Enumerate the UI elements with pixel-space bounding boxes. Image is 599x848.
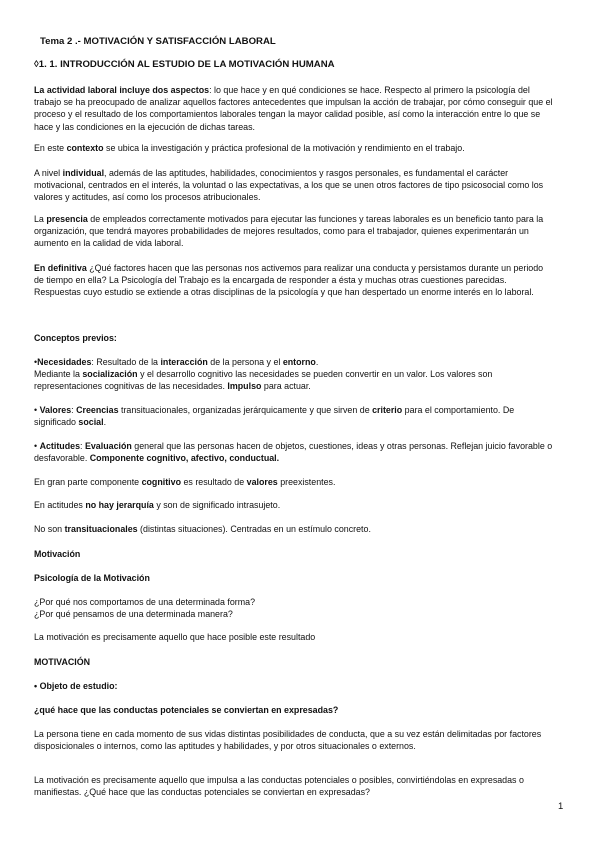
body-text: ¿Qué factores hacen que las personas nos activemos para realizar una conducta y persistamos durante un periodo de tiempo en ella? La Psicología del Trabajo es la encargada de responder a ésta y muchas otras cuestiones parecidas. xyxy=(34,263,544,286)
motivacion-heading: Motivación xyxy=(34,549,81,559)
bold-text: Creencias xyxy=(76,405,119,415)
body-text: general que las personas hacen de objetos, cuestiones, ideas y otras personas. Reflejan juicio favorable o desfavorable. xyxy=(34,441,553,464)
bold-text: Valores xyxy=(39,405,72,415)
body-text: En actitudes xyxy=(34,500,86,510)
conceptos-previos-heading: Conceptos previos: xyxy=(34,333,117,343)
paragraph-contexto xyxy=(34,142,554,154)
body-text: . xyxy=(315,357,319,367)
bold-text: entorno xyxy=(282,357,316,367)
bold-text: interacción xyxy=(160,357,208,367)
body-text: , además de las aptitudes, habilidades, conocimientos y rasgos personales, es fundamental el carácter motivacional, centrados en el interés, la voluntad o las expectativas, a los que se unen otros factores de tipo psicosocial como los valores y actitudes, así como los procesos atribucionales. xyxy=(34,168,544,203)
bold-text: valores xyxy=(246,477,278,487)
body-text: (distintas situaciones). Centradas en un estímulo concreto. xyxy=(137,524,371,534)
bold-text: Evaluación xyxy=(84,441,132,451)
body-text: Respuestas cuyo estudio se extiende a otras disciplinas de la psicología y que han despertado un enorme interés en lo laboral. xyxy=(34,287,534,298)
section-heading: ◊1. 1. INTRODUCCIÓN AL ESTUDIO DE LA MOTIVACIÓN HUMANA xyxy=(34,59,335,70)
body-text: de empleados correctamente motivados para ejecutar las funciones y tareas laborales es un beneficio tanto para la organización, que tendrá mayores probabilidades de mejores resultados, como para el trabajador, quienes experimentarán un aumento en la calidad de vida laboral. xyxy=(34,214,544,249)
paragraph-jerarquia xyxy=(34,499,554,511)
body-text: : lo que hace y en qué condiciones se hace. Respecto al primero la psicología del trabajo se ha preocupado de analizar aquellos factores antecedentes que impulsan la acción de trabajar, por cómo conseguir que el proceso y el resultado de los comportamientos laborales tengan la mayor calidad posible, así como la interacción entre lo que se hace y las condiciones en la ejecución de dichas tareas. xyxy=(34,85,553,132)
body-text: A nivel xyxy=(34,168,63,178)
body-text: para actuar. xyxy=(261,381,311,392)
valores-item xyxy=(34,404,554,428)
bullet: • xyxy=(34,441,40,451)
bold-text: transituacionales xyxy=(64,524,138,534)
question-line: ¿Por qué pensamos de una determinada manera? xyxy=(34,609,233,620)
paragraph-actividad-laboral xyxy=(34,84,554,133)
body-text: y son de significado intrasujeto. xyxy=(153,500,281,510)
paragraph-motivacion-impulsa: La motivación es precisamente aquello que impulsa a las conductas potenciales o posibles, convirtiéndolas en expresadas o manifiestas. ¿Qué hace que las conductas potenciales se conviertan en expresadas? xyxy=(34,775,524,798)
paragraph-presencia xyxy=(34,213,554,250)
bold-text: Actitudes xyxy=(39,441,81,451)
actitudes-item xyxy=(34,440,554,464)
body-text: : xyxy=(71,405,77,415)
body-text: En este xyxy=(34,143,67,153)
bold-text: socialización xyxy=(82,369,138,380)
body-text: y el desarrollo cognitivo las necesidades se pueden convertir en un valor. Los valores son representaciones cognitivas de las necesidades. xyxy=(34,369,493,392)
body-text: de la persona y el xyxy=(207,357,283,367)
document-title: Tema 2 .- MOTIVACIÓN Y SATISFACCIÓN LABORAL xyxy=(40,36,276,47)
body-text: es resultado de xyxy=(181,477,247,487)
paragraph-individual xyxy=(34,167,554,204)
paragraph-motivacion-resultado: La motivación es precisamente aquello que hace posible este resultado xyxy=(34,632,316,642)
bold-text: criterio xyxy=(372,405,403,415)
bold-text: contexto xyxy=(66,143,104,153)
body-text: En gran parte componente xyxy=(34,477,142,487)
question-bold-heading: ¿qué hace que las conductas potenciales se conviertan en expresadas? xyxy=(34,705,339,715)
bullet: • xyxy=(34,405,40,415)
bold-text: social xyxy=(78,417,104,428)
paragraph-cognitivo xyxy=(34,476,554,488)
bold-text: individual xyxy=(62,168,105,178)
bold-text: cognitivo xyxy=(141,477,182,487)
body-text: transituacionales, organizadas jerárquicamente y que sirven de xyxy=(118,405,373,415)
body-text: Mediante la xyxy=(34,369,83,380)
bold-text: Componente cognitivo, afectivo, conductual. xyxy=(89,453,280,464)
body-text: . xyxy=(103,417,107,428)
motivacion-upper-heading: MOTIVACIÓN xyxy=(34,657,91,667)
bold-text: Impulso xyxy=(227,381,262,392)
bold-text: no hay jerarquía xyxy=(85,500,154,510)
body-text: preexistentes. xyxy=(277,477,336,487)
body-text: : xyxy=(80,441,85,451)
body-text: para el comportamiento. De significado xyxy=(34,405,515,428)
body-text: : Resultado de la xyxy=(91,357,161,367)
paragraph-en-definitiva xyxy=(34,262,554,299)
bold-text: En definitiva xyxy=(34,263,87,273)
page-number: 1 xyxy=(558,801,564,812)
bullet: • xyxy=(34,357,38,367)
bold-text: Necesidades xyxy=(37,357,92,367)
paragraph-transituacionales xyxy=(34,523,554,535)
paragraph-persona: La persona tiene en cada momento de sus vidas distintas posibilidades de conducta, que a su vez están delimitadas por factores disposicionales o internos, como las aptitudes y habilidades, y por otros situacionales o externos. xyxy=(34,729,542,752)
objeto-estudio-heading: • Objeto de estudio: xyxy=(34,681,118,691)
bold-text: presencia xyxy=(46,214,88,224)
bold-text: La actividad laboral incluye dos aspectos xyxy=(34,85,210,95)
psicologia-heading: Psicología de la Motivación xyxy=(34,573,150,583)
body-text: No son xyxy=(34,524,65,534)
necesidades-item xyxy=(34,356,554,393)
question-line: ¿Por qué nos comportamos de una determinada forma? xyxy=(34,597,256,607)
body-text: La xyxy=(34,214,47,224)
body-text: se ubica la investigación y práctica profesional de la motivación y rendimiento en el trabajo. xyxy=(103,143,465,153)
questions-block xyxy=(34,596,554,620)
